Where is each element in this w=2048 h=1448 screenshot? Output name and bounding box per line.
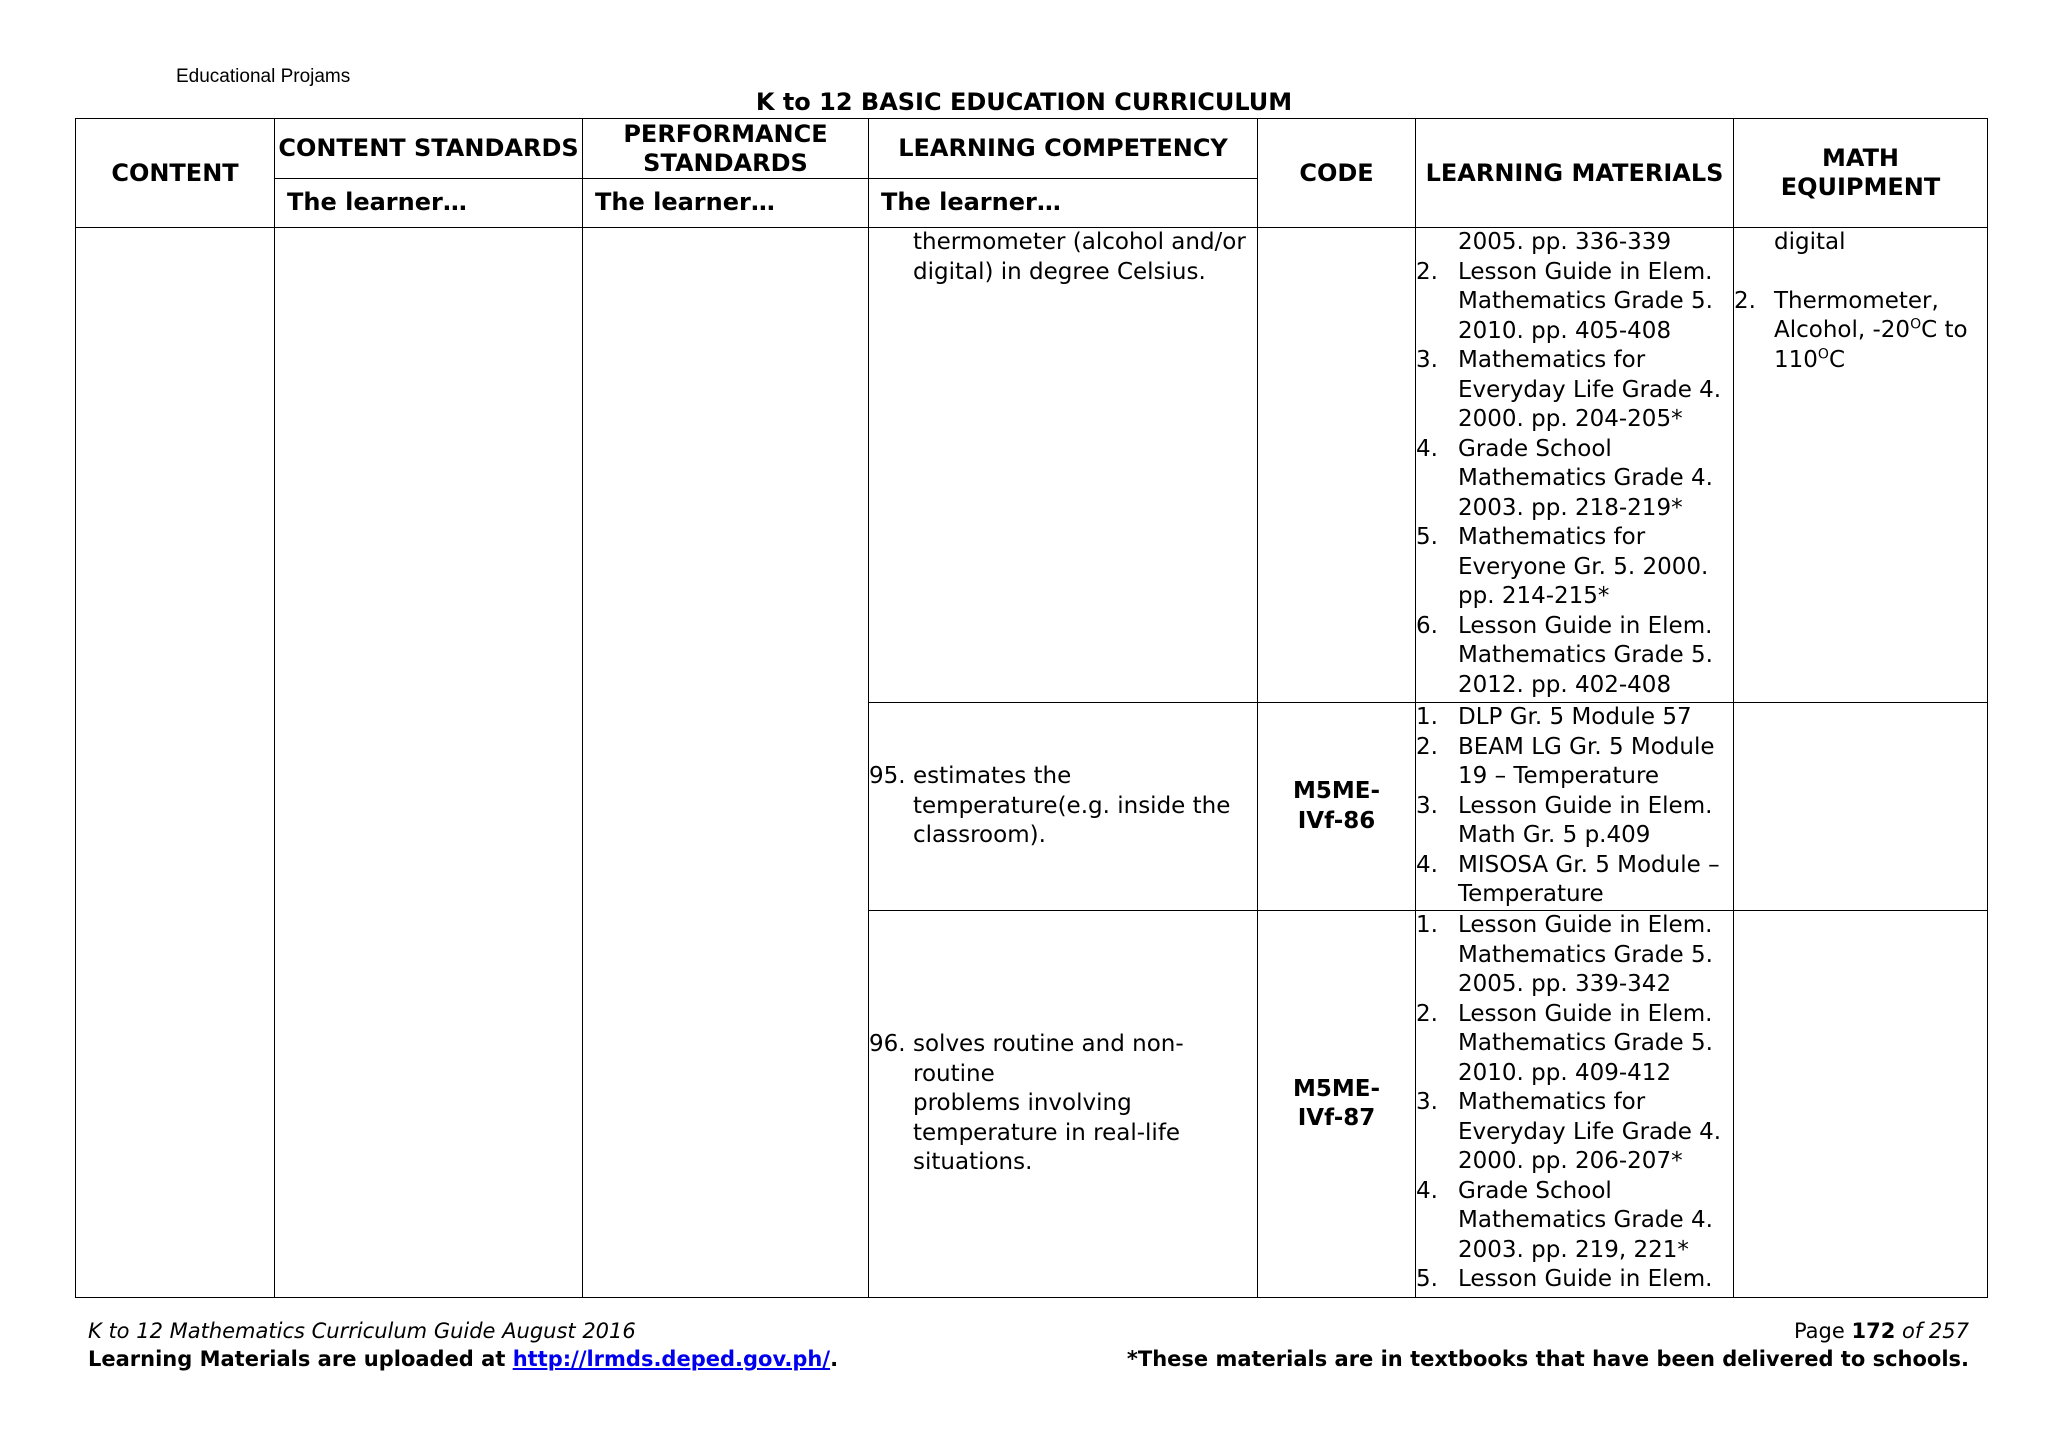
materials-cell xyxy=(1416,228,1734,703)
list-item: 4. MISOSA Gr. 5 Module – Temperature xyxy=(1416,851,1720,907)
header-row xyxy=(76,119,1988,179)
footer-upload-note: Learning Materials are uploaded at http://lrmds.deped.gov.ph/. xyxy=(88,1347,839,1371)
equipment-line: digital xyxy=(1774,229,1846,255)
list-item: 2. Thermometer, Alcohol, $-20^OC$ to $110^OC$ xyxy=(1734,287,1968,373)
code-cell xyxy=(1258,228,1416,703)
header-performance-line2: STANDARDS xyxy=(643,148,808,177)
equipment-cell xyxy=(1734,228,1988,703)
competency-cell xyxy=(869,228,1258,703)
competency-line: thermometer (alcohol and/or xyxy=(913,229,1246,255)
subheader-learner-ps: The learner… xyxy=(583,179,869,228)
watermark-text: Educational Projams xyxy=(176,66,351,87)
subheader-learner-cs: The learner… xyxy=(275,179,583,228)
competency-cell: 95. estimates the temperature(e.g. inside the classroom). xyxy=(869,703,1258,911)
list-item: 1. DLP Gr. 5 Module 57 xyxy=(1416,704,1692,730)
header-learning-materials: LEARNING MATERIALS xyxy=(1416,119,1734,228)
materials-cell xyxy=(1416,703,1734,911)
page-number: Page 172 of 257 xyxy=(1793,1319,1969,1343)
footer-right xyxy=(1127,1317,1969,1373)
list-item: 4. Grade School Mathematics Grade 4. 2003. pp. 218-219* xyxy=(1416,435,1713,521)
header-content: CONTENT xyxy=(76,119,275,228)
header-math-line1: MATH xyxy=(1821,144,1900,172)
equipment-cell xyxy=(1734,703,1988,911)
list-item: 5. Mathematics for Everyone Gr. 5. 2000. pp. 214-215* xyxy=(1416,524,1709,609)
content-cell xyxy=(76,228,275,1298)
code-cell: M5ME- IVf-87 xyxy=(1258,911,1416,1298)
competency-line: digital) in degree Celsius. xyxy=(913,258,1206,285)
competency-number: 96. xyxy=(869,1031,906,1058)
list-item: 1. Lesson Guide in Elem. Mathematics Grade 5. 2005. pp. 339-342 xyxy=(1416,912,1713,997)
competency-cell: 96. solves routine and non-routine problems involving temperature in real-life situations. xyxy=(869,911,1258,1298)
header-math-equipment xyxy=(1734,119,1988,228)
list-item: 2. Lesson Guide in Elem. Mathematics Grade 5. 2010. pp. 409-412 xyxy=(1416,1000,1713,1086)
table-row xyxy=(76,228,1988,703)
list-item: 4. Grade School Mathematics Grade 4. 2003. pp. 219, 221* xyxy=(1416,1177,1713,1263)
header-content-standards: CONTENT STANDARDS xyxy=(275,119,583,179)
subheader-learner-lc: The learner… xyxy=(869,179,1258,228)
list-item: 6. Lesson Guide in Elem. Mathematics Grade 5. 2012. pp. 402-408 xyxy=(1416,612,1713,698)
lrmds-link[interactable]: http://lrmds.deped.gov.ph/ xyxy=(512,1347,831,1371)
materials-cell xyxy=(1416,911,1734,1298)
footer-left xyxy=(88,1317,838,1373)
header-learning-competency: LEARNING COMPETENCY xyxy=(869,119,1258,179)
code-cell: M5ME- IVf-86 xyxy=(1258,703,1416,911)
list-item: 3. Mathematics for Everyday Life Grade 4. 2000. pp. 206-207* xyxy=(1416,1089,1722,1174)
list-item: 3. Lesson Guide in Elem. Math Gr. 5 p.409 xyxy=(1416,792,1713,848)
header-performance-line1: PERFORMANCE xyxy=(623,119,828,148)
curriculum-table xyxy=(75,118,1988,1298)
header-code: CODE xyxy=(1258,119,1416,228)
header-math-line2: EQUIPMENT xyxy=(1780,173,1941,201)
performance-standards-cell xyxy=(583,228,869,1298)
list-item: 5. Lesson Guide in Elem. xyxy=(1416,1266,1713,1292)
material-line: 2005. pp. 336-339 xyxy=(1458,229,1672,255)
list-item: 2. Lesson Guide in Elem. Mathematics Grade 5. 2010. pp. 405-408 xyxy=(1416,258,1713,344)
page-title: K to 12 BASIC EDUCATION CURRICULUM xyxy=(755,88,1293,116)
footer-textbook-note: *These materials are in textbooks that have been delivered to schools. xyxy=(1126,1347,1969,1371)
header-performance-standards xyxy=(583,119,869,179)
list-item: 3. Mathematics for Everyday Life Grade 4. 2000. pp. 204-205* xyxy=(1416,347,1722,432)
equipment-cell xyxy=(1734,911,1988,1298)
list-item: 2. BEAM LG Gr. 5 Module 19 – Temperature xyxy=(1416,733,1715,789)
content-standards-cell xyxy=(275,228,583,1298)
footer-guide-title: K to 12 Mathematics Curriculum Guide August 2016 xyxy=(88,1319,636,1343)
competency-number: 95. xyxy=(869,763,906,790)
